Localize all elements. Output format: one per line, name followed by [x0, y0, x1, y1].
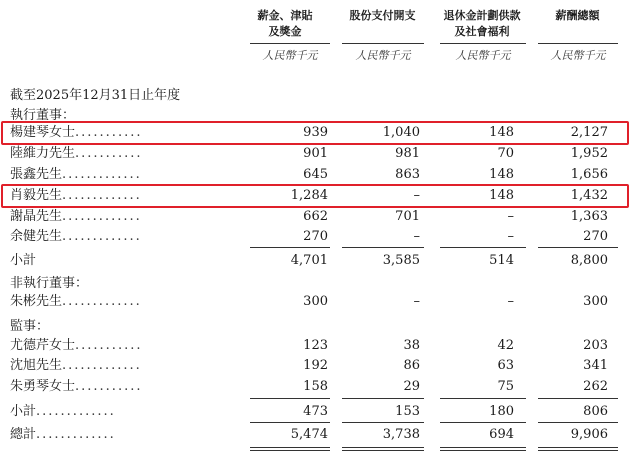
- table-row: [0, 377, 640, 397]
- cell-total: 341: [583, 358, 608, 373]
- header-col-salaries-line1: 薪金、津貼: [257, 9, 313, 22]
- table-row: [0, 165, 640, 185]
- cell-pension: 148: [489, 188, 514, 203]
- cell-share-based: 701: [395, 209, 420, 224]
- subtotal-row: [0, 402, 640, 422]
- header-col-share-based: [335, 8, 430, 24]
- cell-share-based: –: [413, 229, 420, 244]
- cell-share-based: 1,040: [382, 125, 420, 140]
- total-rule: [538, 422, 618, 423]
- header-col-pension: [432, 8, 532, 40]
- row-label: 楊建琴女士...........: [10, 125, 143, 140]
- subtotal-rule: [342, 247, 424, 248]
- table-row: [0, 207, 640, 227]
- subtotal-rule: [538, 247, 618, 248]
- row-label: 小計: [10, 253, 37, 268]
- row-label: 尤德芹女士...........: [10, 338, 143, 353]
- header-rule: [440, 43, 526, 44]
- cell-salaries: 645: [303, 167, 328, 182]
- cell-pension: 42: [497, 338, 514, 353]
- table-row: [0, 336, 640, 356]
- cell-pension: 70: [497, 146, 514, 161]
- cell-share-based: 86: [403, 358, 420, 373]
- cell-pension: 180: [489, 404, 514, 419]
- total-row: [0, 425, 640, 445]
- unit-label: 人民幣千元: [550, 49, 606, 62]
- row-label: 朱彬先生.............: [10, 294, 142, 309]
- subtotal-row: [0, 251, 640, 271]
- total-rule: [250, 422, 330, 423]
- total-rule: [342, 422, 424, 423]
- subtotal-rule: [440, 398, 526, 399]
- highlight-box-yang-jianqin: [1, 121, 629, 145]
- total-double-rule: [440, 450, 526, 451]
- cell-total: 262: [583, 379, 608, 394]
- cell-pension: 75: [497, 379, 514, 394]
- period-label: 截至2025年12月31日止年度: [10, 88, 181, 103]
- cell-pension: 63: [497, 358, 514, 373]
- total-double-rule: [342, 450, 424, 451]
- cell-salaries: 5,474: [290, 427, 328, 442]
- cell-salaries: 662: [303, 209, 328, 224]
- cell-salaries: 901: [303, 146, 328, 161]
- table-row: [0, 144, 640, 164]
- cell-total: 2,127: [570, 125, 608, 140]
- cell-total: 8,800: [570, 253, 608, 268]
- total-double-rule: [250, 450, 330, 451]
- row-label: 余健先生.............: [10, 229, 142, 244]
- cell-pension: 148: [489, 167, 514, 182]
- cell-pension: 148: [489, 125, 514, 140]
- total-double-rule: [440, 447, 526, 448]
- subtotal-rule: [342, 398, 424, 399]
- cell-pension: –: [507, 229, 514, 244]
- cell-total: 1,656: [570, 167, 608, 182]
- cell-total: 203: [583, 338, 608, 353]
- cell-salaries: 158: [303, 379, 328, 394]
- cell-salaries: 939: [303, 125, 328, 140]
- header-rule: [250, 43, 330, 44]
- header-col-pension-line1: 退休金計劃供款: [443, 9, 521, 22]
- row-label: 朱勇琴女士...........: [10, 379, 143, 394]
- cell-total: 270: [583, 229, 608, 244]
- cell-total: 300: [583, 294, 608, 309]
- cell-total: 1,432: [570, 188, 608, 203]
- subtotal-rule: [250, 398, 330, 399]
- table-row: [0, 292, 640, 312]
- cell-salaries: 473: [303, 404, 328, 419]
- cell-total: 9,906: [570, 427, 608, 442]
- cell-share-based: 981: [395, 146, 420, 161]
- cell-pension: –: [507, 294, 514, 309]
- row-label: 陸維力先生...........: [10, 146, 143, 161]
- cell-pension: 694: [489, 427, 514, 442]
- cell-salaries: 300: [303, 294, 328, 309]
- cell-total: 806: [583, 404, 608, 419]
- row-label: 小計.............: [10, 404, 116, 419]
- cell-salaries: 1,284: [290, 188, 328, 203]
- total-double-rule: [250, 447, 330, 448]
- cell-share-based: –: [413, 294, 420, 309]
- subtotal-rule: [250, 247, 330, 248]
- cell-share-based: 153: [395, 404, 420, 419]
- cell-salaries: 192: [303, 358, 328, 373]
- header-col-total: [530, 8, 625, 24]
- cell-salaries: 4,701: [290, 253, 328, 268]
- total-double-rule: [342, 447, 424, 448]
- cell-total: 1,363: [570, 209, 608, 224]
- row-label: 沈旭先生.............: [10, 358, 142, 373]
- total-rule: [440, 422, 526, 423]
- header-col-pension-line2: 及社會福利: [454, 25, 510, 38]
- unit-label: 人民幣千元: [455, 49, 511, 62]
- unit-label: 人民幣千元: [262, 49, 318, 62]
- highlight-box-xiao-yi: [1, 184, 629, 208]
- table-row: [0, 356, 640, 376]
- cell-share-based: 3,738: [382, 427, 420, 442]
- row-label: 謝晶先生.............: [10, 209, 142, 224]
- cell-salaries: 270: [303, 229, 328, 244]
- total-double-rule: [538, 447, 618, 448]
- cell-share-based: –: [413, 188, 420, 203]
- header-col-salaries-line2: 及獎金: [268, 25, 302, 38]
- section-supervisors: 監事：: [10, 319, 50, 334]
- row-label: 張鑫先生.............: [10, 167, 142, 182]
- section-non-executive-directors: 非執行董事：: [10, 276, 89, 291]
- cell-salaries: 123: [303, 338, 328, 353]
- cell-pension: 514: [489, 253, 514, 268]
- section-executive-directors: 執行董事：: [10, 108, 76, 123]
- header-col-total-line2: 薪酬總額: [555, 9, 600, 22]
- header-rule: [342, 43, 424, 44]
- row-label: 總計.............: [10, 427, 116, 442]
- table-row: [0, 227, 640, 247]
- cell-share-based: 863: [395, 167, 420, 182]
- cell-share-based: 38: [403, 338, 420, 353]
- unit-label: 人民幣千元: [355, 49, 411, 62]
- subtotal-rule: [440, 247, 526, 248]
- header-col-share-based-line2: 股份支付開支: [349, 9, 416, 22]
- cell-share-based: 29: [403, 379, 420, 394]
- subtotal-rule: [538, 398, 618, 399]
- total-double-rule: [538, 450, 618, 451]
- cell-total: 1,952: [570, 146, 608, 161]
- cell-pension: –: [507, 209, 514, 224]
- row-label: 肖毅先生.............: [10, 188, 142, 203]
- header-col-salaries: [240, 8, 330, 40]
- header-rule: [538, 43, 618, 44]
- cell-share-based: 3,585: [382, 253, 420, 268]
